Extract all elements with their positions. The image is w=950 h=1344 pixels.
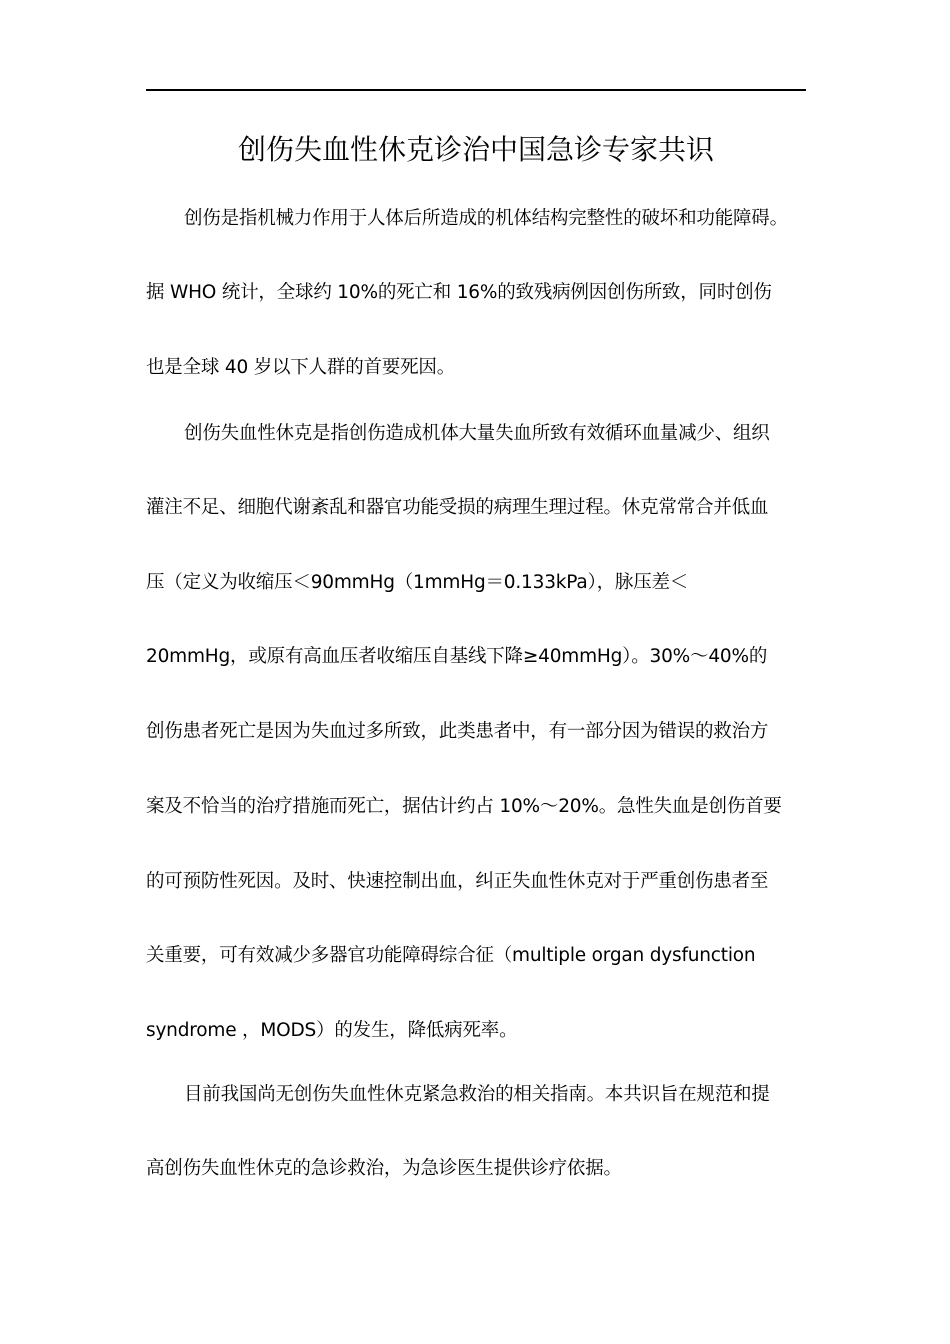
paragraph-1-line-3: 也是全球 40 岁以下人群的首要死因。 (146, 357, 456, 378)
paragraph-3-line-1: 目前我国尚无创伤失血性休克紧急救治的相关指南。本共识旨在规范和提 (184, 1084, 770, 1105)
header-rule (146, 89, 806, 91)
paragraph-2-line-2: 灌注不足、细胞代谢紊乱和器官功能受损的病理生理过程。休克常常合并低血 (146, 497, 769, 518)
paragraph-1-line-2: 据 WHO 统计，全球约 10%的死亡和 16%的致残病例因创伤所致，同时创伤 (146, 282, 772, 303)
paragraph-2-line-3: 压（定义为收缩压＜90mmHg（1mmHg＝0.133kPa），脉压差＜ (146, 572, 689, 593)
paragraph-2-line-6: 案及不恰当的治疗措施而死亡，据估计约占 10%～20%。急性失血是创伤首要 (146, 796, 782, 817)
paragraph-2-line-9: syndrome ，MODS）的发生，降低病死率。 (146, 1020, 518, 1041)
paragraph-3-line-2: 高创伤失血性休克的急诊救治，为急诊医生提供诊疗依据。 (146, 1158, 622, 1179)
paragraph-2-line-4: 20mmHg，或原有高血压者收缩压自基线下降≥40mmHg）。30%～40%的 (146, 646, 768, 667)
paragraph-2-line-5: 创伤患者死亡是因为失血过多所致，此类患者中，有一部分因为错误的救治方 (146, 721, 769, 742)
paragraph-2-line-7: 的可预防性死因。及时、快速控制出血，纠正失血性休克对于严重创伤患者至 (146, 871, 769, 892)
paragraph-2-line-8: 关重要，可有效减少多器官功能障碍综合征（multiple organ dysfunction (146, 945, 756, 966)
document-title: 创伤失血性休克诊治中国急诊专家共识 (237, 133, 714, 166)
paragraph-2-line-1: 创伤失血性休克是指创伤造成机体大量失血所致有效循环血量减少、组织 (184, 423, 770, 444)
paragraph-1-line-1: 创伤是指机械力作用于人体后所造成的机体结构完整性的破坏和功能障碍。 (184, 208, 788, 229)
